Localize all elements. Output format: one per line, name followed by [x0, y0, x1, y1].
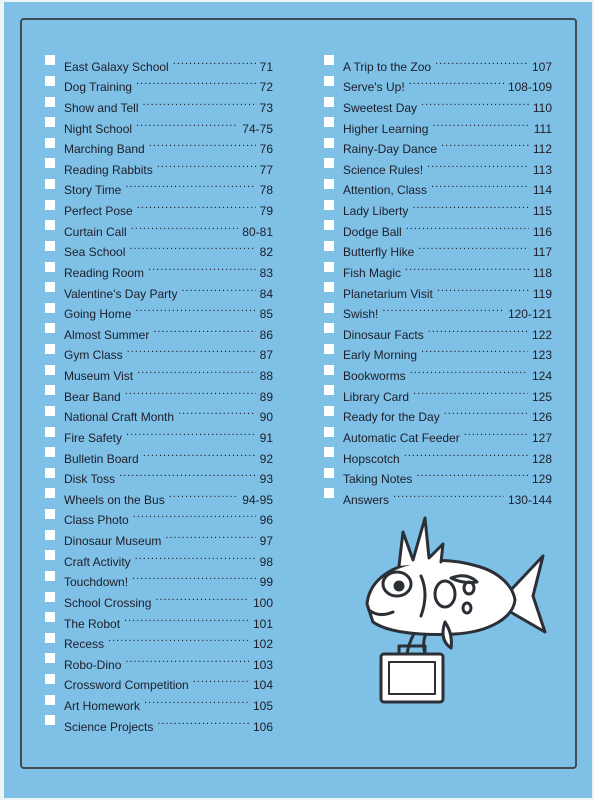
- checkbox-icon[interactable]: [45, 488, 55, 498]
- checkbox-icon[interactable]: [45, 695, 55, 705]
- entry-title: School Crossing: [64, 595, 152, 610]
- entry-title: Science Rules!: [343, 162, 424, 177]
- entry-title: Story Time: [64, 183, 122, 198]
- entry-page-number: 127: [531, 430, 552, 445]
- entry-page-number: 78: [259, 183, 273, 198]
- dot-leader: [173, 50, 256, 71]
- entry-page-number: 91: [259, 430, 273, 445]
- dot-leader: [119, 463, 256, 484]
- dot-leader: [437, 277, 529, 298]
- checkbox-icon[interactable]: [324, 365, 334, 375]
- entry-page-number: 72: [259, 80, 273, 95]
- entry-title: Reading Room: [64, 265, 145, 280]
- entry-title: Dog Training: [64, 80, 133, 95]
- checkbox-icon[interactable]: [324, 117, 334, 127]
- entry-page-number: 119: [532, 286, 552, 301]
- entry-page-number: 73: [259, 100, 273, 115]
- dot-leader: [157, 710, 249, 731]
- entry-title: Attention, Class: [343, 183, 428, 198]
- checkbox-icon[interactable]: [45, 179, 55, 189]
- entry-page-number: 99: [259, 575, 273, 590]
- dot-leader: [125, 648, 249, 669]
- dot-leader: [409, 71, 504, 92]
- entry-page-number: 123: [531, 348, 552, 363]
- checkbox-icon[interactable]: [45, 220, 55, 230]
- entry-page-number: 92: [259, 451, 273, 466]
- checkbox-icon[interactable]: [324, 262, 334, 272]
- checkbox-icon[interactable]: [45, 509, 55, 519]
- entry-page-number: 112: [532, 142, 552, 157]
- checkbox-icon[interactable]: [324, 468, 334, 478]
- entry-title: Recess: [64, 637, 105, 652]
- entry-page-number: 89: [259, 389, 273, 404]
- entry-page-number: 114: [532, 183, 552, 198]
- entry-page-number: 102: [252, 637, 273, 652]
- dot-leader: [406, 215, 529, 236]
- checkbox-icon[interactable]: [45, 241, 55, 251]
- entry-title: Almost Summer: [64, 327, 150, 342]
- checkbox-icon[interactable]: [45, 385, 55, 395]
- dot-leader: [181, 277, 255, 298]
- entry-title: Fish Magic: [343, 265, 402, 280]
- dot-leader: [421, 91, 529, 112]
- dot-leader: [404, 442, 528, 463]
- checkbox-icon[interactable]: [45, 674, 55, 684]
- entry-page-number: 118: [532, 265, 552, 280]
- entry-page-number: 77: [259, 162, 273, 177]
- entry-title: Serve's Up!: [343, 80, 405, 95]
- dot-leader: [169, 483, 239, 504]
- entry-title: Curtain Call: [64, 224, 127, 239]
- entry-page-number: 116: [532, 224, 552, 239]
- checkbox-icon[interactable]: [324, 179, 334, 189]
- entry-title: Science Projects: [64, 719, 154, 734]
- dot-leader: [155, 586, 249, 607]
- entry-page-number: 124: [531, 369, 552, 383]
- dot-leader: [144, 689, 249, 710]
- entry-title: Butterfly Hike: [343, 245, 415, 260]
- entry-title: Robo-Dino: [64, 657, 122, 672]
- checkbox-icon[interactable]: [45, 447, 55, 457]
- entry-title: East Galaxy School: [64, 59, 169, 74]
- dot-leader: [125, 174, 255, 195]
- entry-page-number: 130-144: [507, 492, 552, 507]
- dot-leader: [382, 298, 504, 319]
- entry-title: Fire Safety: [64, 430, 123, 445]
- checkbox-icon[interactable]: [45, 571, 55, 581]
- entry-page-number: 98: [259, 554, 273, 569]
- checkbox-icon[interactable]: [45, 97, 55, 107]
- entry-title: Wheels on the Bus: [64, 492, 165, 507]
- checkbox-icon[interactable]: [45, 158, 55, 168]
- checkbox-icon[interactable]: [324, 385, 334, 395]
- entry-page-number: 113: [532, 162, 552, 177]
- entry-title: Valentine's Day Party: [64, 286, 178, 301]
- dot-leader: [127, 339, 256, 360]
- entry-title: Hopscotch: [343, 451, 400, 466]
- checkbox-icon[interactable]: [45, 550, 55, 560]
- checkbox-icon[interactable]: [45, 427, 55, 437]
- entry-title: Sea School: [64, 245, 126, 260]
- contents-entry: [324, 50, 552, 74]
- entry-page-number: 71: [259, 59, 273, 74]
- dot-leader: [149, 133, 256, 154]
- dot-leader: [165, 524, 255, 545]
- entry-page-number: 83: [259, 265, 273, 280]
- checkbox-icon[interactable]: [45, 365, 55, 375]
- entry-title: Bulletin Board: [64, 451, 139, 466]
- checkbox-icon[interactable]: [45, 76, 55, 86]
- entry-title: Night School: [64, 121, 133, 136]
- checkbox-icon[interactable]: [45, 633, 55, 643]
- entry-page-number: 106: [252, 719, 273, 734]
- entry-title: Early Morning: [343, 348, 418, 363]
- entry-page-number: 117: [532, 245, 552, 260]
- dot-leader: [421, 339, 528, 360]
- dot-leader: [464, 421, 528, 442]
- entry-title: National Craft Month: [64, 410, 175, 425]
- checkbox-icon[interactable]: [324, 488, 334, 498]
- checkbox-icon[interactable]: [45, 592, 55, 602]
- checkbox-icon[interactable]: [324, 241, 334, 251]
- entry-page-number: 105: [252, 699, 273, 713]
- entry-page-number: 82: [259, 245, 273, 260]
- entry-title: Sweetest Day: [343, 100, 418, 115]
- dot-leader: [441, 133, 529, 154]
- entry-title: Rainy-Day Dance: [343, 142, 438, 157]
- dot-leader: [435, 50, 528, 71]
- dot-leader: [125, 380, 256, 401]
- checkbox-icon[interactable]: [45, 612, 55, 622]
- checkbox-icon[interactable]: [45, 344, 55, 354]
- checkbox-icon[interactable]: [324, 282, 334, 292]
- contents-column-right: [324, 50, 552, 507]
- entry-page-number: 103: [252, 657, 273, 672]
- dot-leader: [444, 401, 528, 422]
- checkbox-icon[interactable]: [45, 406, 55, 416]
- entry-title: Answers: [343, 492, 390, 507]
- contents-page: [4, 2, 592, 798]
- entry-page-number: 125: [531, 389, 552, 404]
- entry-page-number: 85: [259, 307, 273, 322]
- entry-page-number: 120-121: [507, 307, 552, 322]
- checkbox-icon[interactable]: [324, 97, 334, 107]
- entry-title: Touchdown!: [64, 575, 129, 590]
- checkbox-icon[interactable]: [45, 282, 55, 292]
- dot-leader: [137, 359, 256, 380]
- entry-title: Dinosaur Museum: [64, 534, 162, 548]
- entry-page-number: 87: [259, 348, 273, 363]
- entry-title: Higher Learning: [343, 121, 429, 136]
- entry-page-number: 108-109: [507, 80, 552, 95]
- dot-leader: [412, 194, 528, 215]
- checkbox-icon[interactable]: [45, 468, 55, 478]
- fish-with-briefcase-icon: [359, 514, 549, 714]
- dot-leader: [413, 380, 528, 401]
- entry-title: Bookworms: [343, 369, 406, 383]
- dot-leader: [143, 91, 256, 112]
- dot-leader: [137, 194, 256, 215]
- dot-leader: [178, 401, 256, 422]
- dot-leader: [148, 256, 256, 277]
- entry-page-number: 90: [259, 410, 273, 425]
- checkbox-icon[interactable]: [45, 715, 55, 725]
- checkbox-icon[interactable]: [45, 323, 55, 333]
- checkbox-icon[interactable]: [45, 200, 55, 210]
- checkbox-icon[interactable]: [324, 138, 334, 148]
- entry-title: Automatic Cat Feeder: [343, 430, 460, 445]
- entry-page-number: 94-95: [242, 492, 273, 507]
- entry-title: Craft Activity: [64, 554, 131, 569]
- checkbox-icon[interactable]: [324, 76, 334, 86]
- checkbox-icon[interactable]: [45, 117, 55, 127]
- dot-leader: [393, 483, 504, 504]
- checkbox-icon[interactable]: [324, 220, 334, 230]
- entry-page-number: 96: [259, 513, 273, 528]
- entry-page-number: 93: [259, 472, 273, 487]
- entry-title: A Trip to the Zoo: [343, 59, 432, 74]
- entry-page-number: 84: [259, 286, 273, 301]
- dot-leader: [135, 298, 255, 319]
- dot-leader: [143, 442, 256, 463]
- dot-leader: [416, 463, 528, 484]
- dot-leader: [135, 545, 256, 566]
- checkbox-icon[interactable]: [324, 158, 334, 168]
- checkbox-icon[interactable]: [45, 262, 55, 272]
- entry-title: The Robot: [64, 616, 121, 631]
- checkbox-icon[interactable]: [45, 653, 55, 663]
- checkbox-icon[interactable]: [324, 427, 334, 437]
- entry-title: Perfect Pose: [64, 204, 133, 218]
- entry-title: Lady Liberty: [343, 204, 409, 218]
- dot-leader: [427, 153, 529, 174]
- checkbox-icon[interactable]: [45, 138, 55, 148]
- dot-leader: [431, 174, 529, 195]
- entry-title: Planetarium Visit: [343, 286, 433, 301]
- dot-leader: [153, 318, 255, 339]
- dot-leader: [410, 359, 528, 380]
- dot-leader: [136, 71, 256, 92]
- checkbox-icon[interactable]: [324, 323, 334, 333]
- entry-title: Going Home: [64, 307, 132, 322]
- entry-title: Marching Band: [64, 142, 145, 157]
- checkbox-icon[interactable]: [324, 344, 334, 354]
- dot-leader: [405, 256, 529, 277]
- checkbox-icon[interactable]: [324, 200, 334, 210]
- entry-page-number: 110: [532, 100, 552, 115]
- dot-leader: [428, 318, 528, 339]
- entry-page-number: 88: [259, 369, 273, 383]
- entry-title: Swish!: [343, 307, 379, 322]
- dot-leader: [129, 236, 255, 257]
- dot-leader: [132, 566, 256, 587]
- entry-page-number: 74-75: [242, 121, 273, 136]
- entry-page-number: 128: [531, 451, 552, 466]
- checkbox-icon[interactable]: [45, 55, 55, 65]
- entry-page-number: 100: [252, 595, 273, 610]
- entry-page-number: 86: [259, 327, 273, 342]
- dot-leader: [131, 215, 239, 236]
- entry-title: Gym Class: [64, 348, 123, 363]
- entry-title: Ready for the Day: [343, 410, 440, 425]
- entry-title: Dinosaur Facts: [343, 327, 424, 342]
- entry-title: Show and Tell: [64, 100, 139, 115]
- entry-page-number: 101: [252, 616, 273, 631]
- entry-page-number: 115: [532, 204, 552, 218]
- entry-page-number: 76: [259, 142, 273, 157]
- dot-leader: [418, 236, 529, 257]
- contents-column-left: [45, 50, 273, 734]
- entry-page-number: 126: [531, 410, 552, 425]
- entry-title: Disk Toss: [64, 472, 116, 487]
- dot-leader: [108, 628, 249, 649]
- dot-leader: [126, 421, 256, 442]
- entry-title: Library Card: [343, 389, 410, 404]
- dot-leader: [133, 504, 256, 525]
- dot-leader: [124, 607, 249, 628]
- entry-title: Art Homework: [64, 699, 141, 713]
- entry-title: Dodge Ball: [343, 224, 402, 239]
- checkbox-icon[interactable]: [324, 406, 334, 416]
- entry-title: Taking Notes: [343, 472, 413, 487]
- dot-leader: [136, 112, 238, 133]
- entry-page-number: 107: [531, 59, 552, 74]
- entry-title: Reading Rabbits: [64, 162, 153, 177]
- entry-title: Bear Band: [64, 389, 121, 404]
- checkbox-icon[interactable]: [324, 303, 334, 313]
- entry-title: Crossword Competition: [64, 678, 189, 693]
- entry-page-number: 80-81: [242, 224, 273, 239]
- checkbox-icon[interactable]: [324, 447, 334, 457]
- contents-entry: [45, 50, 273, 74]
- entry-page-number: 122: [531, 327, 552, 342]
- dot-leader: [157, 153, 256, 174]
- entry-page-number: 79: [259, 204, 273, 218]
- dot-leader: [432, 112, 529, 133]
- checkbox-icon[interactable]: [45, 303, 55, 313]
- entry-title: Museum Vist: [64, 369, 134, 383]
- entry-page-number: 111: [533, 121, 552, 136]
- checkbox-icon[interactable]: [324, 55, 334, 65]
- entry-title: Class Photo: [64, 513, 129, 528]
- entry-page-number: 97: [259, 534, 273, 548]
- checkbox-icon[interactable]: [45, 530, 55, 540]
- entry-page-number: 104: [252, 678, 273, 693]
- dot-leader: [193, 669, 249, 690]
- entry-page-number: 129: [531, 472, 552, 487]
